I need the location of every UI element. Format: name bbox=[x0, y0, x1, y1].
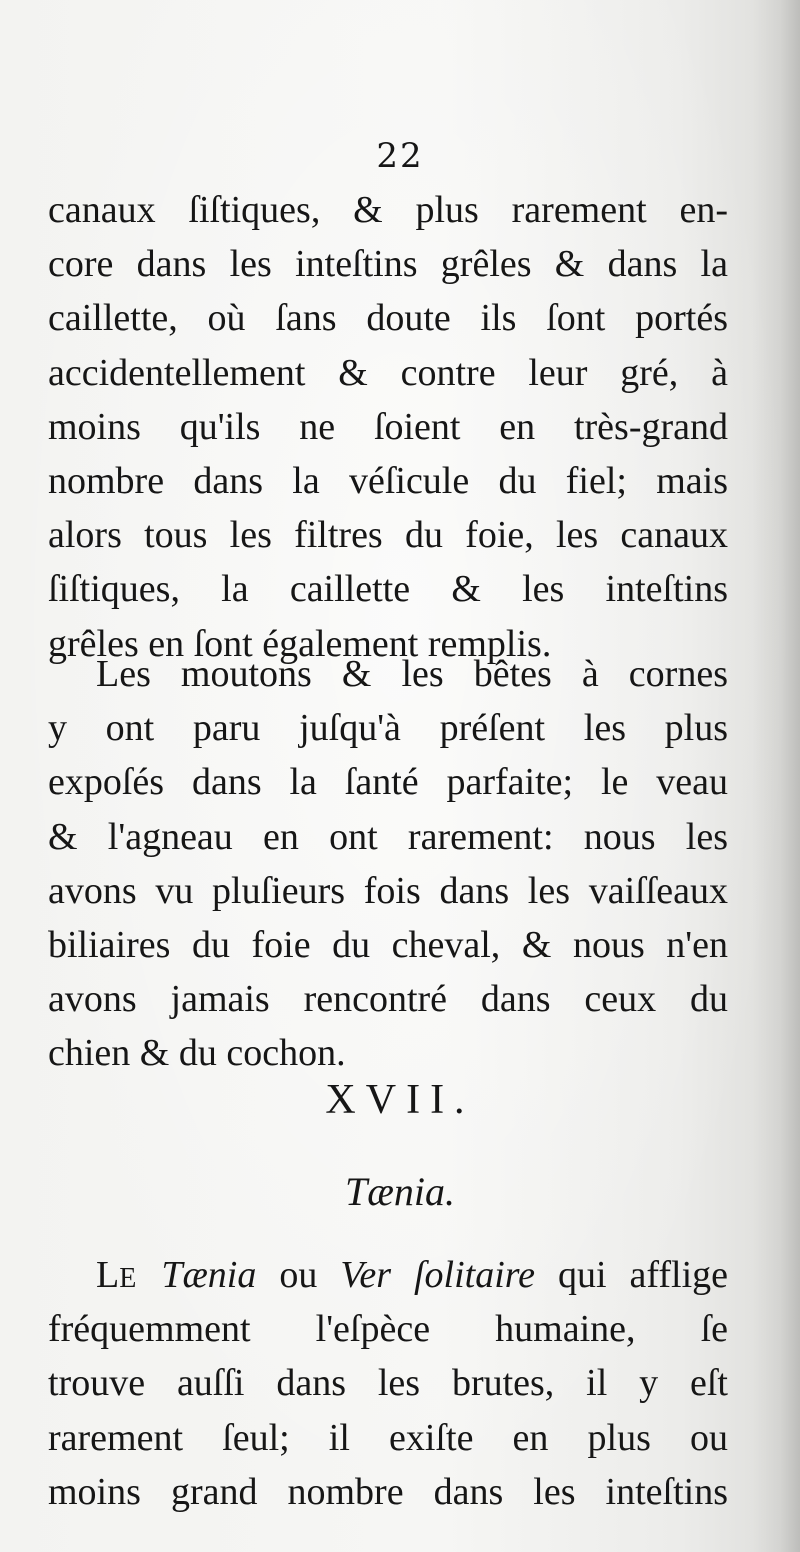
text-line: trouve auſſi dans les brutes, il y eſt bbox=[48, 1362, 728, 1405]
section-title: Tænia. bbox=[344, 1169, 456, 1214]
paragraph-moutons bbox=[48, 647, 728, 1081]
text-line: & l'agneau en ont rarement: nous les bbox=[48, 815, 728, 858]
text-line: biliaires du foie du cheval, & nous n'en bbox=[48, 923, 728, 966]
section-number: XVII. bbox=[325, 1077, 475, 1123]
text-line: moins qu'ils ne ſoient en très-grand bbox=[48, 405, 728, 448]
text-line: canaux ſiſtiques, & plus rarement en- bbox=[48, 189, 728, 231]
text-line: fréquemment l'eſpèce humaine, ſe bbox=[48, 1308, 728, 1351]
paragraph-taenia bbox=[48, 1248, 728, 1519]
dropcap-letter: L bbox=[96, 1254, 120, 1296]
text-line: chien & du cochon. bbox=[48, 1032, 346, 1075]
text-line: y ont paru juſqu'à préſent les plus bbox=[48, 707, 728, 750]
page-edge-shadow bbox=[752, 0, 800, 1552]
text-line: expoſés dans la ſanté parfaite; le veau bbox=[48, 761, 728, 804]
text-line: ſiſtiques, la caillette & les inteſtins bbox=[48, 568, 728, 611]
text-line bbox=[48, 1248, 728, 1302]
text-line: moins grand nombre dans les inteſtins bbox=[48, 1470, 728, 1513]
text-line: alors tous les filtres du foie, les canaux bbox=[48, 514, 728, 557]
page-number: 22 bbox=[376, 136, 424, 176]
text-line: avons jamais rencontré dans ceux du bbox=[48, 978, 728, 1021]
text-line: nombre dans la véſicule du fiel; mais bbox=[48, 459, 728, 502]
text-fragment: qui afflige bbox=[557, 1254, 728, 1296]
smallcap-letters: E bbox=[119, 1263, 139, 1294]
text-line: caillette, où ſans doute ils ſont portés bbox=[48, 297, 728, 340]
text-line: core dans les inteſtins grêles & dans la bbox=[48, 243, 728, 286]
text-line: Les moutons & les bêtes à cornes bbox=[96, 653, 728, 695]
paragraph-continued bbox=[48, 183, 728, 671]
italic-term: Tænia bbox=[161, 1254, 257, 1296]
text-fragment: ou bbox=[279, 1254, 318, 1296]
text-line: grêles en ſont également remplis. bbox=[48, 622, 552, 665]
text-line: accidentellement & contre leur gré, à bbox=[48, 351, 728, 394]
text-line: rarement ſeul; il exiſte en plus ou bbox=[48, 1416, 728, 1459]
italic-term: Ver ſolitaire bbox=[340, 1254, 535, 1296]
text-line: avons vu pluſieurs fois dans les vaiſſeaux bbox=[48, 869, 728, 912]
